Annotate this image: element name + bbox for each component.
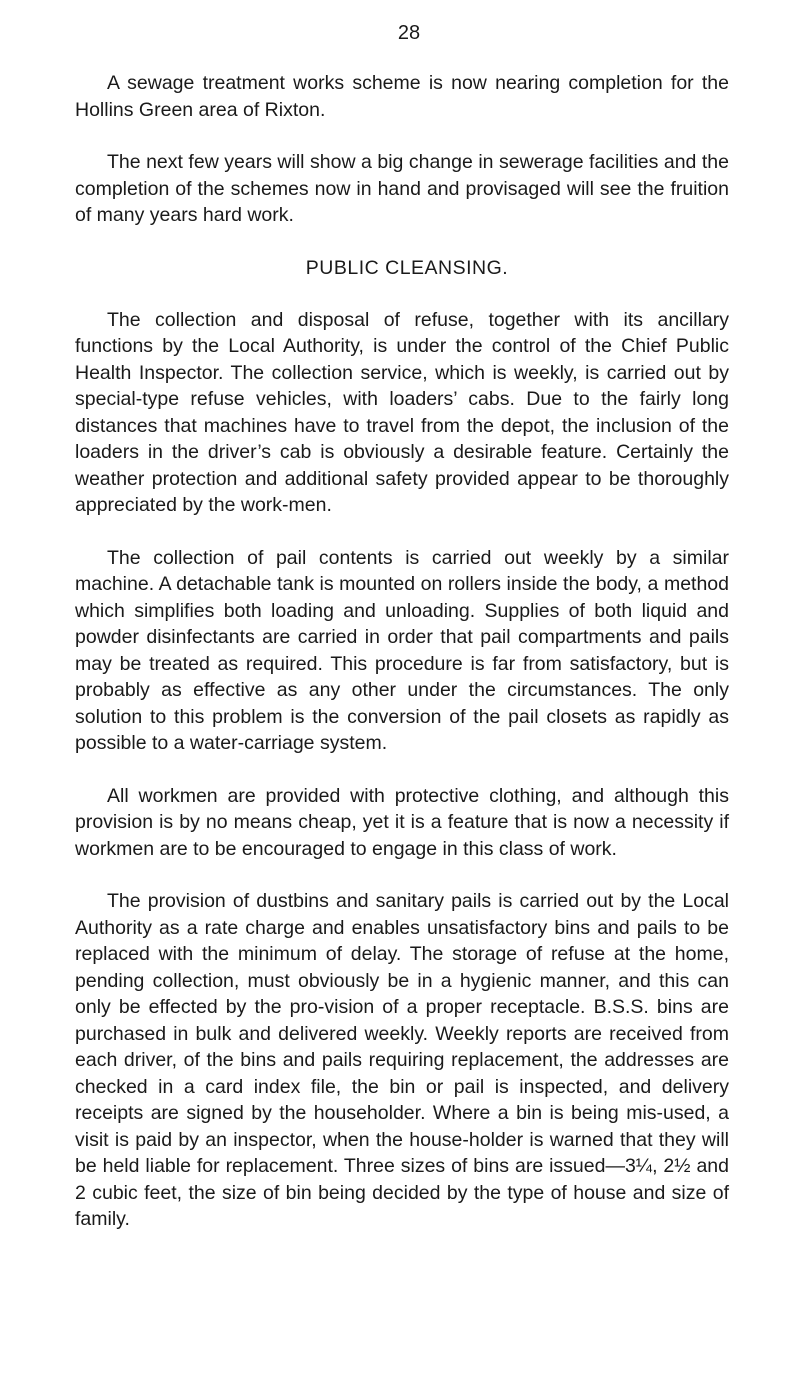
paragraph-protective-clothing: All workmen are provided with protective clothing, and although this provision is by no means cheap, yet it is a feature that is now a necessity if workmen are to be encouraged to engage in this class of work. <box>75 784 729 860</box>
section-heading-public-cleansing: PUBLIC CLEANSING. <box>305 256 509 279</box>
paragraph-sewage-treatment: A sewage treatment works scheme is now nearing completion for the Hollins Green area of Rixton. <box>75 72 729 121</box>
paragraph-refuse-collection: The collection and disposal of refuse, together with its ancillary functions by the Local Authority, is under the control of the Chief Public Health Inspector. The collection service, which is weekly, is carried out by special-type refuse vehicles, with loaders’ cabs. Due to the fairly long distances that machines have to travel from the depot, the inclusion of the loaders in the driver’s cab is obviously a desirable feature. Certainly the weather protection and additional safety provided appear to be thoroughly appreciated by the work-men. <box>75 308 729 516</box>
paragraph-pail-contents: The collection of pail contents is carried out weekly by a similar machine. A detachable tank is mounted on rollers inside the body, a method which simplifies both loading and unloading. Supplies of both liquid and powder disinfectants are carried in order that pail compartments and pails may be treated as required. This procedure is far from satisfactory, but is probably as effective as any other under the circumstances. The only solution to this problem is the conversion of the pail closets as rapidly as possible to a water-carriage system. <box>75 546 729 754</box>
paragraph-gap <box>75 862 729 888</box>
paragraph-gap <box>75 519 729 545</box>
document-page <box>75 20 729 1233</box>
paragraph-gap <box>75 123 729 149</box>
paragraph-gap <box>75 757 729 783</box>
page-number: 28 <box>397 22 421 44</box>
paragraph-dustbins-provision: The provision of dustbins and sanitary pails is carried out by the Local Authority as a rate charge and enables unsatisfactory bins and pails to be replaced with the minimum of delay. The storage of refuse at the home, pending collection, must obviously be in a hygienic manner, and this can only be effected by the pro-vision of a proper receptacle. B.S.S. bins are purchased in bulk and delivered weekly. Weekly reports are received from each driver, of the bins and pails requiring replacement, the addresses are checked in a card index file, the bin or pail is inspected, and delivery receipts are signed by the householder. Where a bin is being mis-used, a visit is paid by an inspector, when the house-holder is warned that they will be held liable for replacement. Three sizes of bins are issued—3¼, 2½ and 2 cubic feet, the size of bin being decided by the type of house and size of family. <box>75 890 729 1230</box>
paragraph-sewerage-facilities: The next few years will show a big change in sewerage facilities and the completion of the schemes now in hand and provisaged will see the fruition of many years hard work. <box>75 151 729 226</box>
